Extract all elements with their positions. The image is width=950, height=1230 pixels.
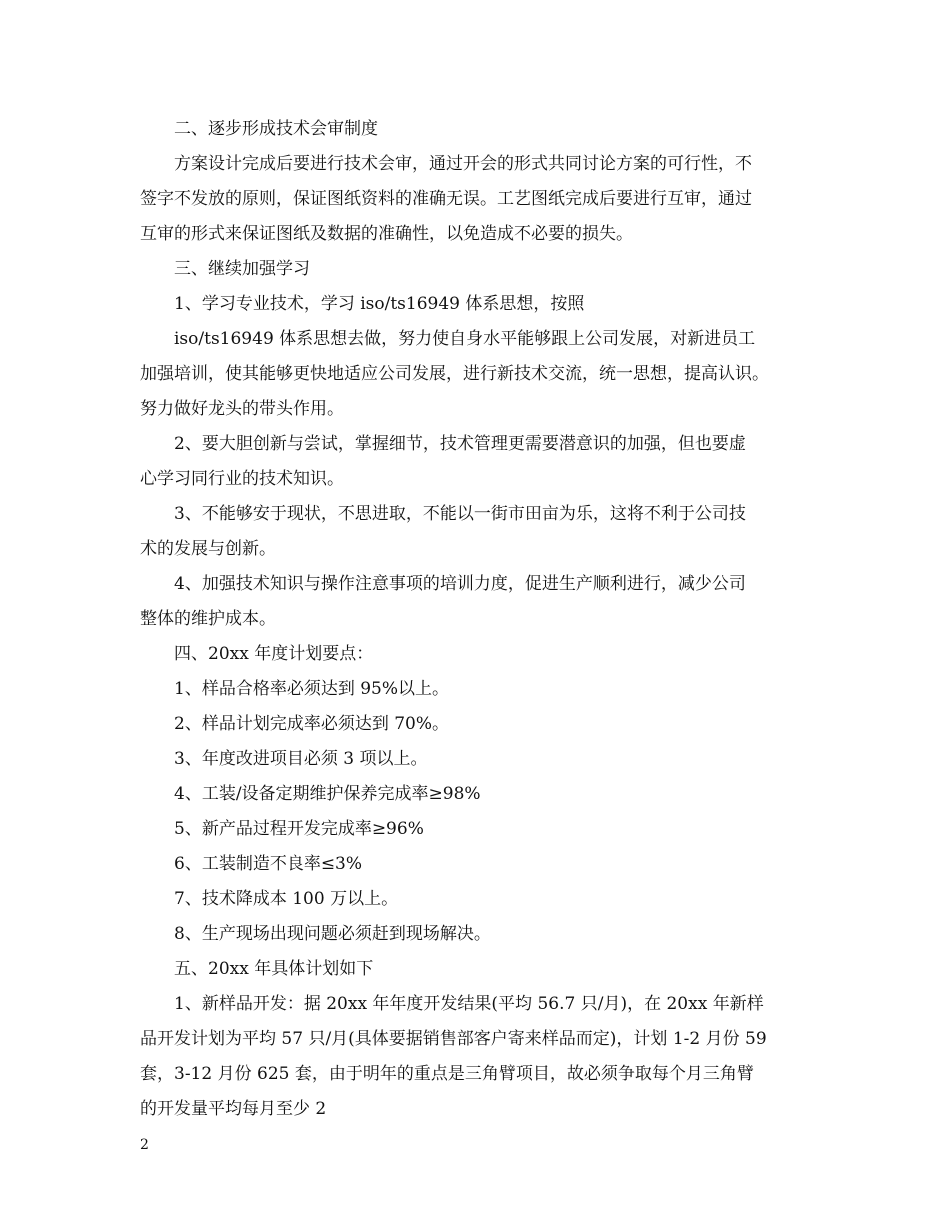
list-item: 1、样品合格率必须达到 95%以上。 <box>174 679 450 699</box>
page-number: 2 <box>140 1137 149 1153</box>
list-item: 8、生产现场出现问题必须赶到现场解决。 <box>174 924 491 944</box>
section-heading-learning: 三、继续加强学习 <box>174 259 310 279</box>
paragraph-line: 品开发计划为平均 57 只/月(具体要据销售部客户寄来样品而定)，计划 1-2 月份 59 <box>140 1029 767 1049</box>
list-item: 3、年度改进项目必须 3 项以上。 <box>174 749 428 769</box>
list-item: 2、要大胆创新与尝试，掌握细节，技术管理更需要潜意识的加强，但也要虚 <box>174 434 746 454</box>
paragraph-line: 加强培训，使其能够更快地适应公司发展，进行新技术交流，统一思想，提高认识。 <box>140 364 769 384</box>
list-item: 1、学习专业技术，学习 iso/ts16949 体系思想，按照 <box>174 294 585 314</box>
list-item: 5、新产品过程开发完成率≥96% <box>174 819 424 839</box>
list-item: 4、加强技术知识与操作注意事项的培训力度，促进生产顺利进行，减少公司 <box>174 574 746 594</box>
section-heading-specific-plan: 五、20xx 年具体计划如下 <box>174 959 374 979</box>
paragraph-line: 整体的维护成本。 <box>140 609 276 629</box>
paragraph-line: 套，3-12 月份 625 套，由于明年的重点是三角臂项目，故必须争取每个月三角臂 <box>140 1064 754 1084</box>
paragraph-line: 心学习同行业的技术知识。 <box>140 469 344 489</box>
list-item: 6、工装制造不良率≤3% <box>174 854 363 874</box>
section-heading-technical-review: 二、逐步形成技术会审制度 <box>174 119 378 139</box>
paragraph-line: 的开发量平均每月至少 2 <box>140 1099 327 1119</box>
list-item: 4、工装/设备定期维护保养完成率≥98% <box>174 784 481 804</box>
list-item: 1、新样品开发：据 20xx 年年度开发结果(平均 56.7 只/月)，在 20xx 年新样 <box>174 994 764 1014</box>
paragraph-line: 术的发展与创新。 <box>140 539 276 559</box>
paragraph-line: 方案设计完成后要进行技术会审，通过开会的形式共同讨论方案的可行性，不 <box>174 154 752 174</box>
paragraph-line: 互审的形式来保证图纸及数据的准确性，以免造成不必要的损失。 <box>140 224 633 244</box>
paragraph-line: 签字不发放的原则，保证图纸资料的准确无误。工艺图纸完成后要进行互审，通过 <box>140 189 752 209</box>
paragraph-line: 努力做好龙头的带头作用。 <box>140 399 344 419</box>
list-item: 7、技术降成本 100 万以上。 <box>174 889 399 909</box>
list-item: 3、不能够安于现状，不思进取，不能以一街市田亩为乐，这将不利于公司技 <box>174 504 746 524</box>
section-heading-annual-plan-points: 四、20xx 年度计划要点： <box>174 644 374 664</box>
paragraph-line: iso/ts16949 体系思想去做，努力使自身水平能够跟上公司发展，对新进员工 <box>174 329 756 349</box>
list-item: 2、样品计划完成率必须达到 70%。 <box>174 714 450 734</box>
document-body <box>140 112 820 1127</box>
